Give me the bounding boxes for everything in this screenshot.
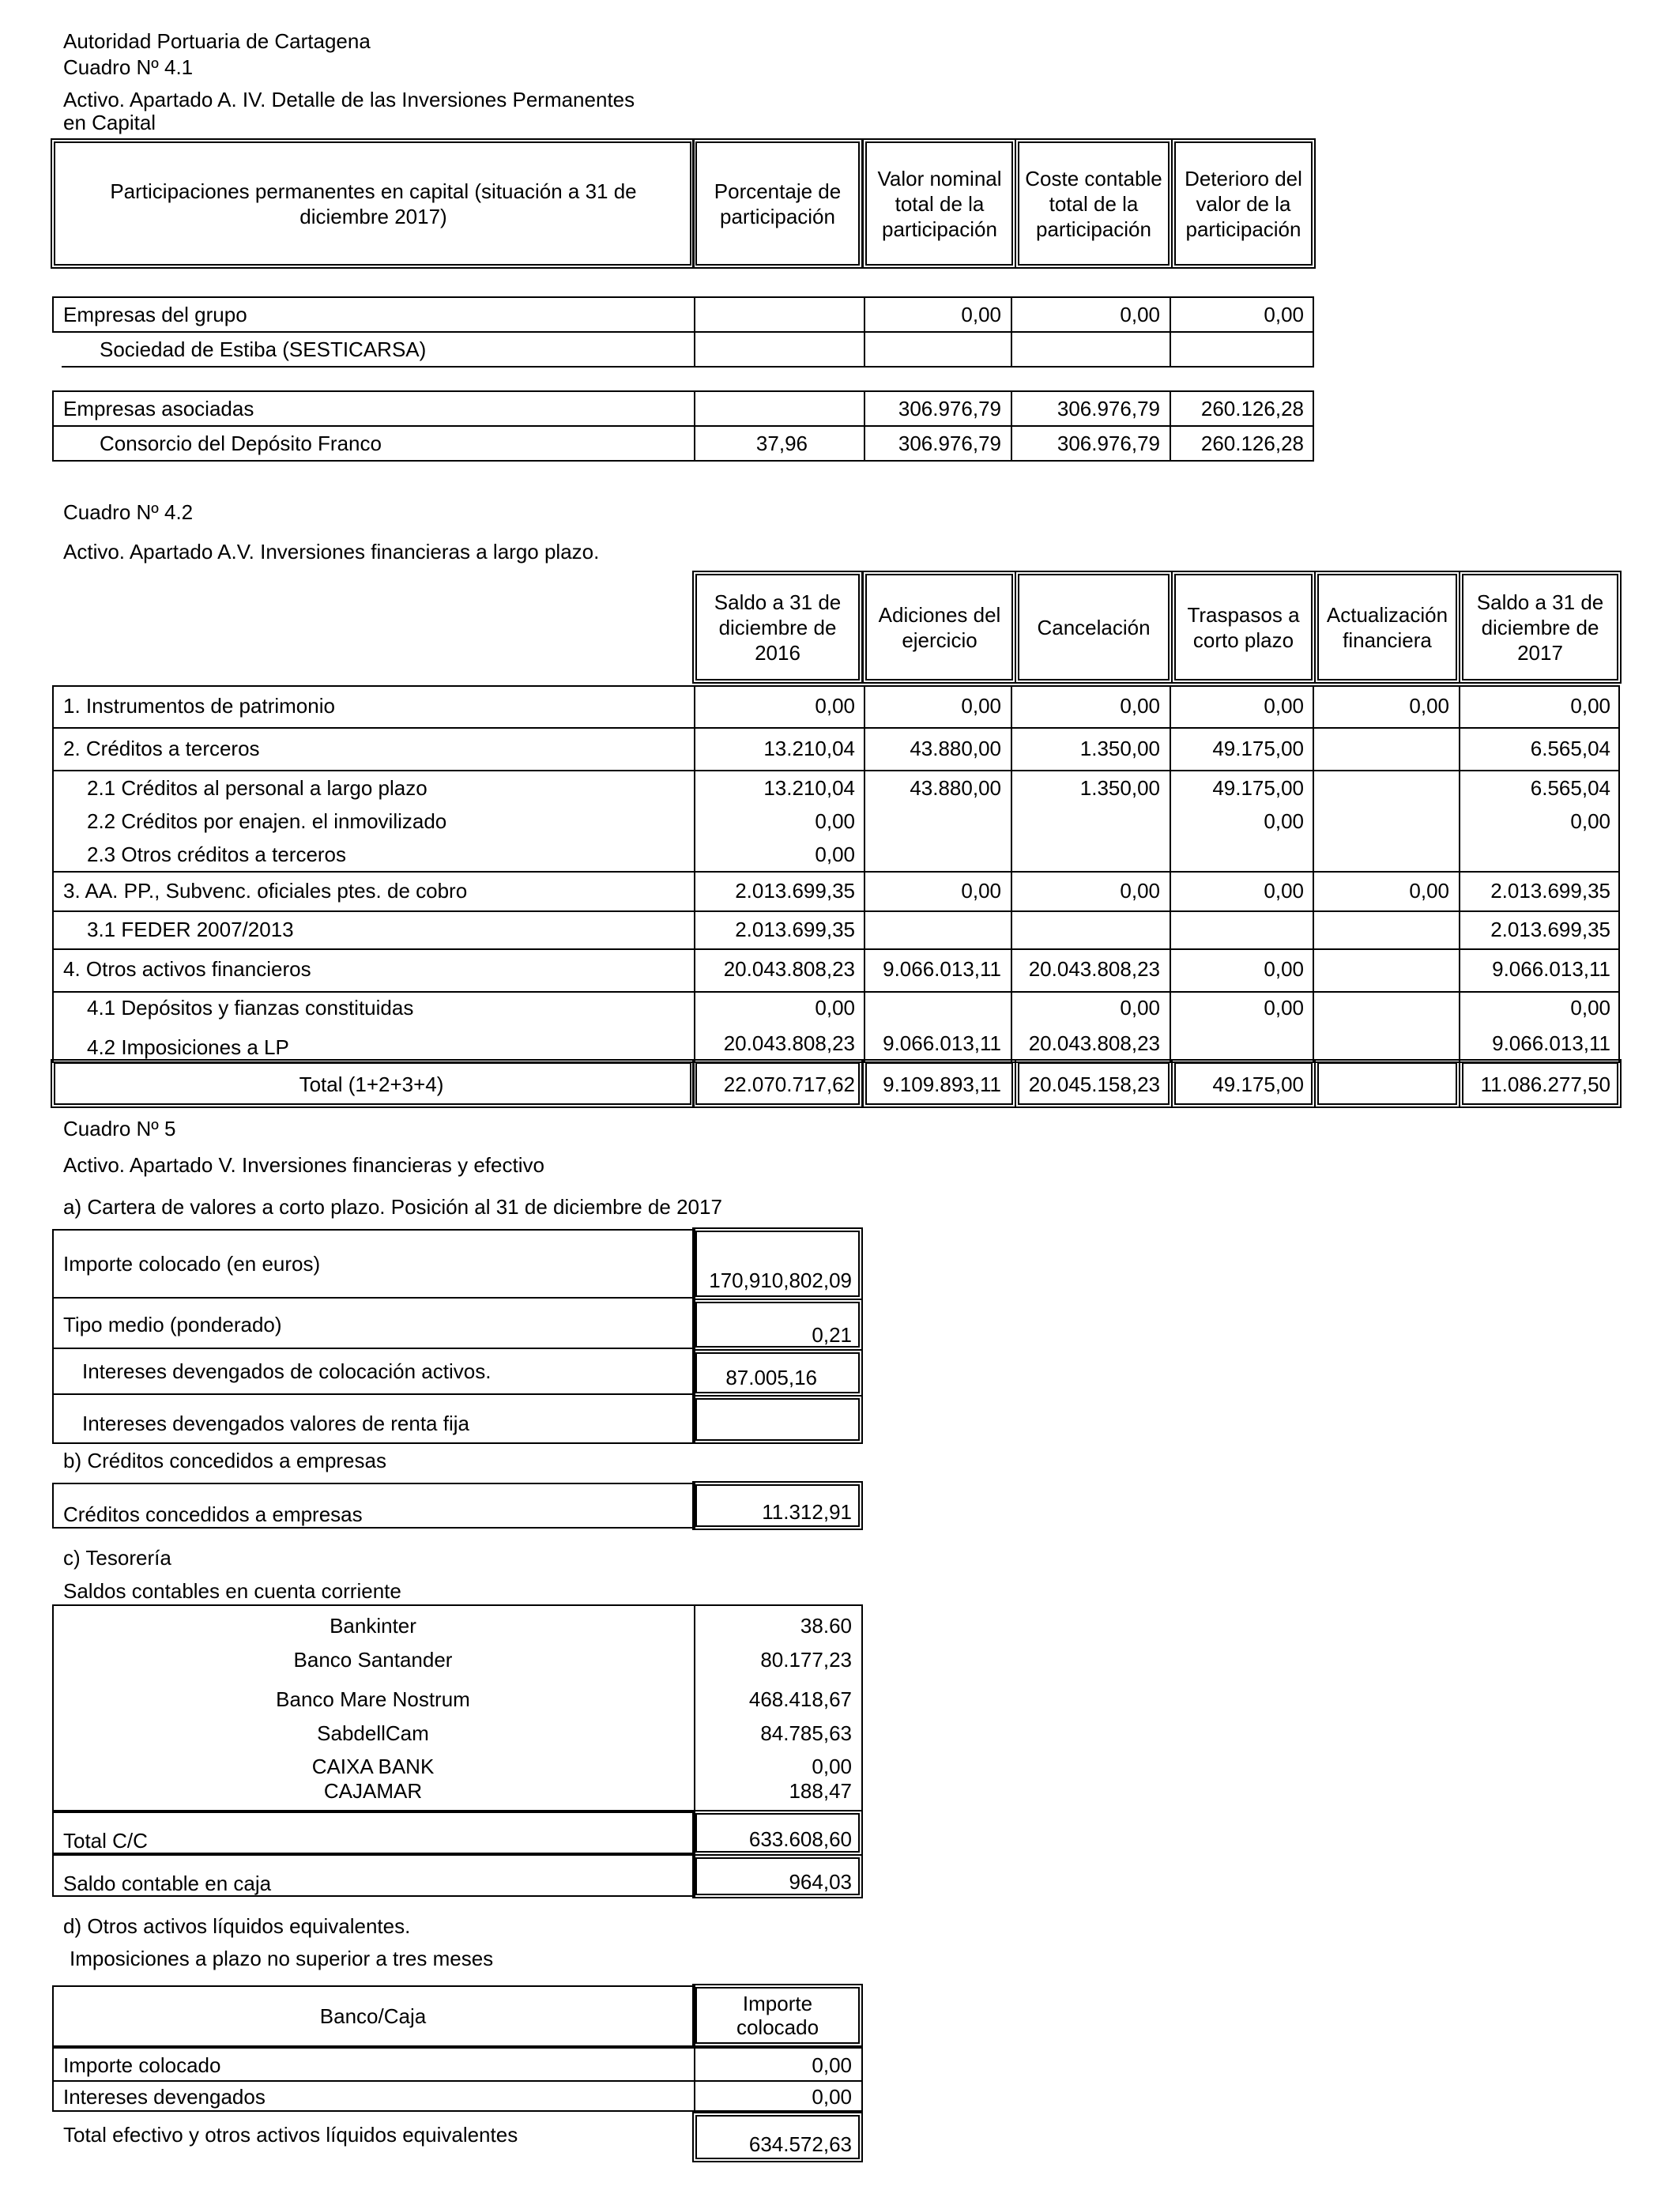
header-actualizacion: Actualización financiera: [1326, 602, 1448, 652]
asociadas-deterioro: 260.126,28: [1200, 397, 1304, 420]
section-d-title: d) Otros activos líquidos equivalentes.: [63, 1914, 411, 1938]
cell-r1-c5: 0,00: [1409, 694, 1449, 718]
cell-r21-c6: 6.565,04: [1530, 776, 1610, 800]
row-instrumentos: 1. Instrumentos de patrimonio: [63, 694, 335, 718]
header-porcentaje: Porcentaje de participación: [714, 179, 842, 228]
bank-value-mare-nostrum: 468.418,67: [748, 1687, 852, 1711]
row-creditos-terceros: 2. Créditos a terceros: [63, 737, 260, 760]
creditos-value: 11.312,91: [762, 1500, 852, 1524]
cell-r3-c3: 0,00: [1120, 879, 1160, 903]
tipo-medio-label: Tipo medio (ponderado): [63, 1313, 282, 1336]
total-c3: 20.045.158,23: [1028, 1072, 1160, 1096]
cell-r21-c4: 49.175,00: [1212, 776, 1304, 800]
cuadro-41-subtitle: Activo. Apartado A. IV. Detalle de las Inversiones Permanentes: [63, 88, 635, 111]
cell-r22-c1: 0,00: [815, 809, 855, 833]
bank-value-caixa: 0,00: [812, 1755, 852, 1778]
cell-r42-c2: 9.066.013,11: [883, 1031, 1001, 1055]
row-empresas-grupo: Empresas del grupo: [63, 303, 247, 326]
cell-r4-c3: 20.043.808,23: [1028, 957, 1160, 981]
cuadro-42-title: Cuadro Nº 4.2: [63, 500, 194, 524]
caja-value: 964,03: [789, 1870, 852, 1894]
banco-caja-header: Banco/Caja: [319, 2004, 427, 2028]
total-c6: 11.086.277,50: [1480, 1072, 1610, 1096]
cell-r1-c4: 0,00: [1264, 694, 1304, 718]
cuadro-41-title: Cuadro Nº 4.1: [63, 55, 194, 79]
bank-name-sabdellcam: SabdellCam: [317, 1721, 429, 1745]
header-cancelacion: Cancelación: [1037, 615, 1151, 639]
bank-name-caixa: CAIXA BANK: [311, 1755, 435, 1778]
row-creditos-enajen: 2.2 Créditos por enajen. el inmovilizado: [87, 809, 447, 833]
bank-name-santander: Banco Santander: [293, 1648, 453, 1672]
cell-r4-c4: 0,00: [1264, 957, 1304, 981]
creditos-label: Créditos concedidos a empresas: [63, 1502, 363, 1526]
cell-r4-c6: 9.066.013,11: [1492, 957, 1610, 981]
section-b-title: b) Créditos concedidos a empresas: [63, 1449, 386, 1472]
header-participaciones: Participaciones permanentes en capital (situación a 31 de diciembre 2017): [110, 179, 637, 228]
cell-r21-c3: 1.350,00: [1079, 776, 1160, 800]
total-cc-value: 633.608,60: [748, 1827, 852, 1851]
total-c2: 9.109.893,11: [883, 1072, 1001, 1096]
row-aapp: 3. AA. PP., Subvenc. oficiales ptes. de cobro: [63, 879, 468, 903]
header-traspasos: Traspasos a corto plazo: [1187, 602, 1300, 652]
cell-r1-c2: 0,00: [961, 694, 1001, 718]
grupo-deterioro: 0,00: [1264, 303, 1304, 326]
cell-r31-c6: 2.013.699,35: [1490, 918, 1610, 941]
d-importe-value: 0,00: [812, 2053, 852, 2077]
consorcio-valor: 306.976,79: [898, 432, 1001, 455]
cell-r2-c1: 13.210,04: [763, 737, 855, 760]
total-cc-label: Total C/C: [63, 1829, 148, 1853]
cell-r1-c1: 0,00: [815, 694, 855, 718]
section-c-title: c) Tesorería: [63, 1546, 171, 1570]
bank-value-bankinter: 38.60: [800, 1614, 852, 1638]
cell-r3-c5: 0,00: [1409, 879, 1449, 903]
row-consorcio: Consorcio del Depósito Franco: [100, 432, 382, 455]
bank-name-cajamar: CAJAMAR: [323, 1779, 423, 1803]
header-saldo-2017: Saldo a 31 de diciembre de 2017: [1476, 590, 1604, 665]
d-intereses-value: 0,00: [812, 2085, 852, 2109]
cuadro-41-subtitle-2: en Capital: [63, 111, 156, 134]
cell-r23-c1: 0,00: [815, 843, 855, 866]
cuadro-5-subtitle: Activo. Apartado V. Inversiones financieras y efectivo: [63, 1153, 544, 1177]
header-deterioro: Deterioro del valor de la participación: [1185, 166, 1302, 241]
cell-r21-c2: 43.880,00: [910, 776, 1001, 800]
row-otros-creditos: 2.3 Otros créditos a terceros: [87, 843, 347, 866]
total-efectivo-label: Total efectivo y otros activos líquidos equivalentes: [63, 2123, 518, 2147]
total-cc-label-cell: [52, 1811, 695, 1854]
intereses-rf-cell: [692, 1395, 863, 1444]
cell-r41-c3: 0,00: [1120, 996, 1160, 1020]
cell-r3-c4: 0,00: [1264, 879, 1304, 903]
bank-value-cajamar: 188,47: [789, 1779, 852, 1803]
consorcio-deterioro: 260.126,28: [1200, 432, 1304, 455]
d-importe-label: Importe colocado: [63, 2053, 221, 2077]
cell-r41-c1: 0,00: [815, 996, 855, 1020]
row-sesticarsa: Sociedad de Estiba (SESTICARSA): [100, 337, 427, 361]
cell-r41-c6: 0,00: [1570, 996, 1610, 1020]
total-cell-5: [1314, 1059, 1460, 1108]
cell-r3-c2: 0,00: [961, 879, 1001, 903]
cuadro-42-subtitle: Activo. Apartado A.V. Inversiones financieras a largo plazo.: [63, 540, 600, 564]
grupo-valor: 0,00: [961, 303, 1001, 326]
section-c-subtitle: Saldos contables en cuenta corriente: [63, 1579, 401, 1603]
row-imposiciones-lp: 4.2 Imposiciones a LP: [87, 1035, 289, 1059]
row-feder: 3.1 FEDER 2007/2013: [87, 918, 294, 941]
cell-r2-c2: 43.880,00: [910, 737, 1001, 760]
cell-r4-c2: 9.066.013,11: [883, 957, 1001, 981]
row-otros-activos: 4. Otros activos financieros: [63, 957, 311, 981]
cell-r1-c3: 0,00: [1120, 694, 1160, 718]
cell-r3-c6: 2.013.699,35: [1490, 879, 1610, 903]
cell-r42-c1: 20.043.808,23: [723, 1031, 855, 1055]
intereses-rf-label: Intereses devengados valores de renta fija: [82, 1412, 469, 1435]
consorcio-porcentaje: 37,96: [755, 432, 808, 455]
cell-r42-c6: 9.066.013,11: [1492, 1031, 1610, 1055]
section-a-title: a) Cartera de valores a corto plazo. Posición al 31 de diciembre de 2017: [63, 1195, 722, 1219]
asociadas-valor: 306.976,79: [898, 397, 1001, 420]
importe-colocado-value: 170,910,802,09: [709, 1269, 852, 1292]
cell-r22-c4: 0,00: [1264, 809, 1304, 833]
cell-r4-c1: 20.043.808,23: [723, 957, 855, 981]
total-c1: 22.070.717,62: [723, 1072, 855, 1096]
tipo-medio-value: 0,21: [812, 1323, 852, 1347]
cell-r21-c1: 13.210,04: [763, 776, 855, 800]
cuadro-5-title: Cuadro Nº 5: [63, 1117, 176, 1140]
total-label: Total (1+2+3+4): [299, 1072, 444, 1096]
cell-r22-c6: 0,00: [1570, 809, 1610, 833]
consorcio-coste: 306.976,79: [1057, 432, 1160, 455]
asociadas-coste: 306.976,79: [1057, 397, 1160, 420]
cell-r2-c3: 1.350,00: [1079, 737, 1160, 760]
section-d-subtitle: Imposiciones a plazo no superior a tres meses: [70, 1947, 494, 1970]
bank-value-sabdellcam: 84.785,63: [760, 1721, 852, 1745]
cell-r2-c6: 6.565,04: [1530, 737, 1610, 760]
d-intereses-label: Intereses devengados: [63, 2085, 266, 2109]
intereses-activos-label: Intereses devengados de colocación activos.: [82, 1359, 492, 1383]
cell-r2-c4: 49.175,00: [1212, 737, 1304, 760]
bank-value-santander: 80.177,23: [760, 1648, 852, 1672]
header-adiciones: Adiciones del ejercicio: [878, 602, 1001, 652]
header-saldo-2016: Saldo a 31 de diciembre de 2016: [714, 590, 842, 665]
cell-r31-c1: 2.013.699,35: [735, 918, 855, 941]
importe-colocado-label: Importe colocado (en euros): [63, 1252, 321, 1276]
bank-name-mare-nostrum: Banco Mare Nostrum: [276, 1687, 470, 1711]
total-c4: 49.175,00: [1212, 1072, 1304, 1096]
row-empresas-asociadas: Empresas asociadas: [63, 397, 254, 420]
intereses-activos-value: 87.005,16: [725, 1366, 817, 1389]
row-depositos: 4.1 Depósitos y fianzas constituidas: [87, 996, 414, 1020]
grupo-coste: 0,00: [1120, 303, 1160, 326]
row-creditos-personal: 2.1 Créditos al personal a largo plazo: [87, 776, 428, 800]
cell-r42-c3: 20.043.808,23: [1028, 1031, 1160, 1055]
cell-r1-c6: 0,00: [1570, 694, 1610, 718]
bank-name-bankinter: Bankinter: [330, 1614, 416, 1638]
caja-label: Saldo contable en caja: [63, 1872, 272, 1895]
importe-col-header: Importe colocado: [736, 1992, 819, 2039]
cell-r41-c4: 0,00: [1264, 996, 1304, 1020]
header-coste-contable: Coste contable total de la participación: [1025, 166, 1162, 241]
org-name: Autoridad Portuaria de Cartagena: [63, 29, 371, 53]
cell-r3-c1: 2.013.699,35: [735, 879, 855, 903]
total-efectivo-value: 634.572,63: [748, 2132, 852, 2156]
header-valor-nominal: Valor nominal total de la participación: [877, 166, 1002, 241]
